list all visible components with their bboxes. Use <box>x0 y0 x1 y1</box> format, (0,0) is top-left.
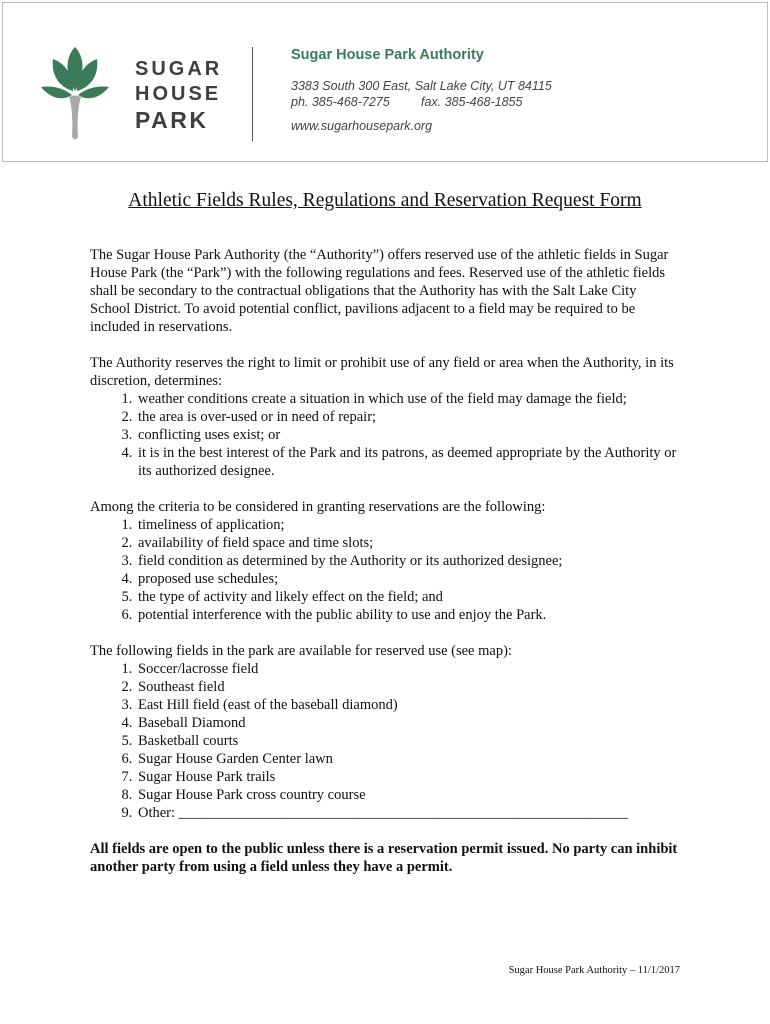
org-name: Sugar House Park Authority <box>291 47 484 63</box>
criteria-lead: Among the criteria to be considered in granting reservations are the following: <box>90 499 546 515</box>
criteria-list <box>90 516 680 624</box>
list-item: 5. Basketball courts <box>136 732 680 750</box>
org-phone: ph. 385-468-7275 <box>291 95 390 109</box>
list-item: 4. proposed use schedules; <box>136 570 680 588</box>
org-address: 3383 South 300 East, Salt Lake City, UT 84115 <box>291 79 552 93</box>
list-item: 2. Southeast field <box>136 678 680 696</box>
park-leaf-logo-icon <box>39 43 111 143</box>
letterhead <box>2 2 768 162</box>
org-fax: fax. 385-468-1855 <box>421 95 523 109</box>
list-item: 6. Sugar House Garden Center lawn <box>136 750 680 768</box>
contact-row <box>291 95 523 109</box>
list-item: 3. conflicting uses exist; or <box>136 426 680 444</box>
fields-lead: The following fields in the park are available for reserved use (see map): <box>90 643 512 659</box>
list-item: 1. weather conditions create a situation in which use of the field may damage the field; <box>136 390 680 408</box>
fields-list <box>90 660 680 822</box>
intro-paragraph: The Sugar House Park Authority (the “Authority”) offers reserved use of the athletic fields in Sugar House Park (the “Park”) with the following regulations and fees. Reserved use of the athletic fields shall be secondary to the contractual obligations that the Authority has with the Salt Lake City School District. To avoid potential conflict, pavilions adjacent to a field may be required to be included in reservations. <box>90 247 669 335</box>
page-footer: Sugar House Park Authority – 11/1/2017 <box>508 965 680 976</box>
list-item: 1. timeliness of application; <box>136 516 680 534</box>
rights-list <box>90 390 680 480</box>
letterhead-divider <box>252 47 253 141</box>
document-title: Athletic Fields Rules, Regulations and Reservation Request Form <box>128 190 642 211</box>
list-item: 4. it is in the best interest of the Park and its patrons, as deemed appropriate by the Authority or its authorized designee. <box>136 444 680 480</box>
list-item: 2. availability of field space and time slots; <box>136 534 680 552</box>
list-item: 5. the type of activity and likely effect on the field; and <box>136 588 680 606</box>
list-item: 3. field condition as determined by the Authority or its authorized designee; <box>136 552 680 570</box>
list-item: 7. Sugar House Park trails <box>136 768 680 786</box>
document-body <box>90 246 680 876</box>
logo-word-house: HOUSE <box>135 83 222 105</box>
logo-word-park: PARK <box>135 107 209 133</box>
rights-lead: The Authority reserves the right to limit or prohibit use of any field or area when the Authority, in its discretion, determines: <box>90 355 674 389</box>
logo-word-sugar: SUGAR <box>135 58 223 80</box>
list-item: 4. Baseball Diamond <box>136 714 680 732</box>
list-item: 2. the area is over-used or in need of repair; <box>136 408 680 426</box>
org-website: www.sugarhousepark.org <box>291 119 433 133</box>
list-item: 6. potential interference with the public ability to use and enjoy the Park. <box>136 606 680 624</box>
public-access-notice: All fields are open to the public unless there is a reservation permit issued. No party can inhibit another party from using a field unless they have a permit. <box>90 841 678 875</box>
other-field-blank[interactable]: 9. Other: ______________________________________________________________ <box>136 804 680 822</box>
list-item: 1. Soccer/lacrosse field <box>136 660 680 678</box>
list-item: 8. Sugar House Park cross country course <box>136 786 680 804</box>
list-item: 3. East Hill field (east of the baseball diamond) <box>136 696 680 714</box>
